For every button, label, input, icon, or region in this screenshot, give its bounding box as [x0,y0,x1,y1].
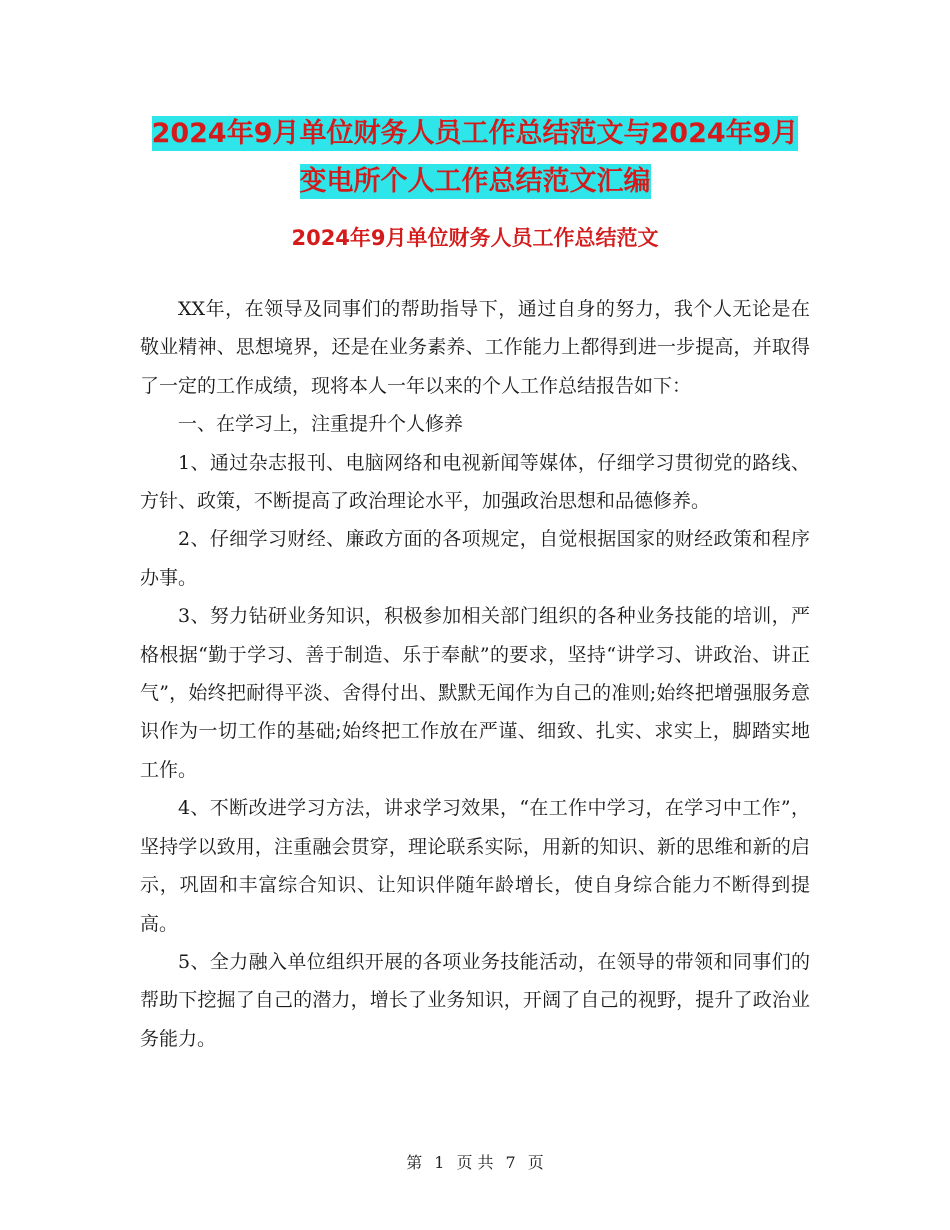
paragraph: 一、在学习上，注重提升个人修养 [178,413,464,436]
paragraph: 2、仔细学习财经、廉政方面的各项规定，自觉根据国家的财经政策和程序办事。 [140,528,810,589]
paragraph: 4、不断改进学习方法，讲求学习效果，“在工作中学习，在学习中工作”， 坚持学以致用，注重融会贯穿，理论联系实际，用新的知识、新的思维和新的启示，巩固和丰富综合知识、让知识伴随年龄增长，使自身综合能力不断得到提高。 [140,797,810,935]
footer-middle: 页 共 [456,1153,494,1172]
paragraph: 1、通过杂志报刊、电脑网络和电视新闻等媒体，仔细学习贯彻党的路线、方针、政策，不断提高了政治理论水平，加强政治思想和品德修养。 [140,451,810,513]
paragraph: 3、努力钻研业务知识，积极参加相关部门组织的各种业务技能的培训，严格根据“勤于学习、善于制造、乐于奉献”的要求，坚持“讲学习、讲政治、讲正气”，始终把耐得平淡、舍得付出、默默无闻作为自己的准则;始终把增强服务意识作为一切工作的基础;始终把工作放在严谨、细致、扎实、求实上，脚踏实地工作。 [140,605,810,781]
title-line-2: 变电所个人工作总结范文汇编 [299,166,651,197]
title-line-1: 2024年9月单位财务人员工作总结范文与2024年9月 [151,118,799,149]
section-title: 2024年9月单位财务人员工作总结范文 [291,226,659,250]
footer-prefix: 第 [406,1153,423,1172]
document-title [140,110,810,206]
paragraph: XX年，在领导及同事们的帮助指导下，通过自身的努力，我个人无论是在敬业精神、思想境界，还是在业务素养、工作能力上都得到进一步提高，并取得了一定的工作成绩，现将本人一年以来的个人工作总结报告如下： [140,298,810,397]
paragraph: 5、全力融入单位组织开展的各项业务技能活动，在领导的带领和同事们的帮助下挖掘了自己的潜力，增长了业务知识，开阔了自己的视野，提升了政治业务能力。 [140,950,810,1050]
document-body [140,290,810,1058]
page-footer [0,1150,950,1173]
footer-suffix: 页 [527,1153,544,1172]
footer-page-number: 1 [434,1153,445,1172]
footer-total-pages: 7 [505,1153,516,1172]
